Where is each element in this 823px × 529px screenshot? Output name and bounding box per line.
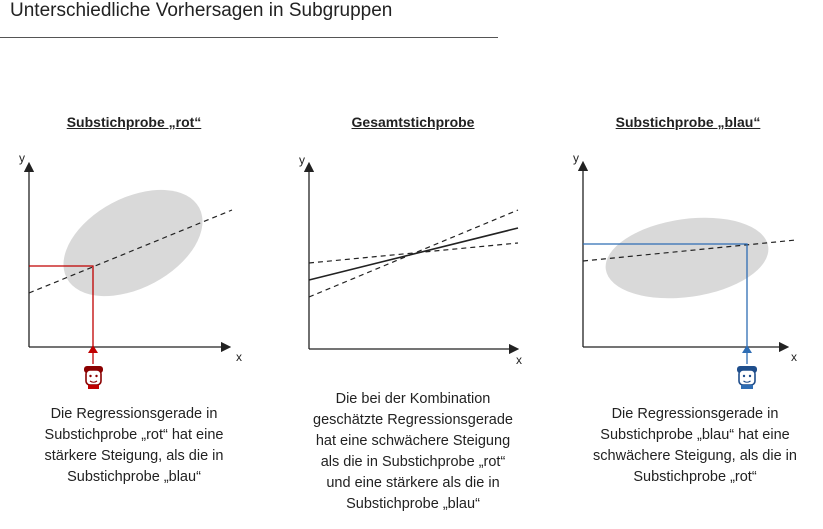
prediction-arrowhead-rot — [88, 345, 98, 353]
caption-line: schwächere Steigung, als die in — [593, 448, 797, 464]
panel-title-blau: Substichprobe „blau“ — [615, 114, 761, 130]
data-cloud-rot — [46, 168, 221, 318]
caption-line: als die in Substichprobe „rot“ — [320, 454, 506, 470]
panel-title-gesamt: Gesamtstichprobe — [351, 114, 475, 130]
caption-gesamt — [313, 389, 513, 515]
caption-line: und eine stärkere als die in — [326, 475, 500, 491]
caption-line: Substichprobe „rot“ — [633, 469, 757, 485]
slide-title: Unterschiedliche Vorhersagen in Subgruppen — [10, 0, 393, 21]
x-label-rot: x — [236, 350, 242, 364]
caption-line: Substichprobe „blau“ hat eine — [600, 427, 790, 443]
y-label-blau: y — [573, 151, 579, 165]
caption-line: geschätzte Regressionsgerade — [313, 412, 513, 428]
x-label-gesamt: x — [516, 353, 522, 367]
panel-blau — [573, 151, 797, 389]
caption-line: Die Regressionsgerade in — [50, 406, 218, 422]
blue-person-icon — [737, 366, 757, 389]
y-label-rot: y — [19, 151, 25, 165]
caption-line: stärkere Steigung, als die in — [44, 448, 224, 464]
caption-line: hat eine schwächere Steigung — [315, 433, 511, 449]
caption-line: Substichprobe „blau“ — [67, 469, 201, 485]
caption-line: Substichprobe „blau“ — [346, 496, 480, 512]
panel-gesamt — [299, 153, 522, 367]
caption-line: Die bei der Kombination — [335, 391, 491, 407]
prediction-arrowhead-blau — [742, 345, 752, 353]
regression-line-gesamt — [309, 228, 518, 280]
caption-blau — [593, 404, 797, 488]
panel-title-rot: Substichprobe „rot“ — [66, 114, 202, 130]
caption-line: Substichprobe „rot“ hat eine — [44, 427, 224, 443]
x-label-blau: x — [791, 350, 797, 364]
regression-line-blau-overlay — [309, 243, 518, 263]
y-label-gesamt: y — [299, 153, 305, 167]
red-person-icon — [84, 366, 103, 389]
caption-line: Die Regressionsgerade in — [611, 406, 779, 422]
caption-rot — [45, 404, 224, 488]
panel-rot — [19, 151, 242, 389]
